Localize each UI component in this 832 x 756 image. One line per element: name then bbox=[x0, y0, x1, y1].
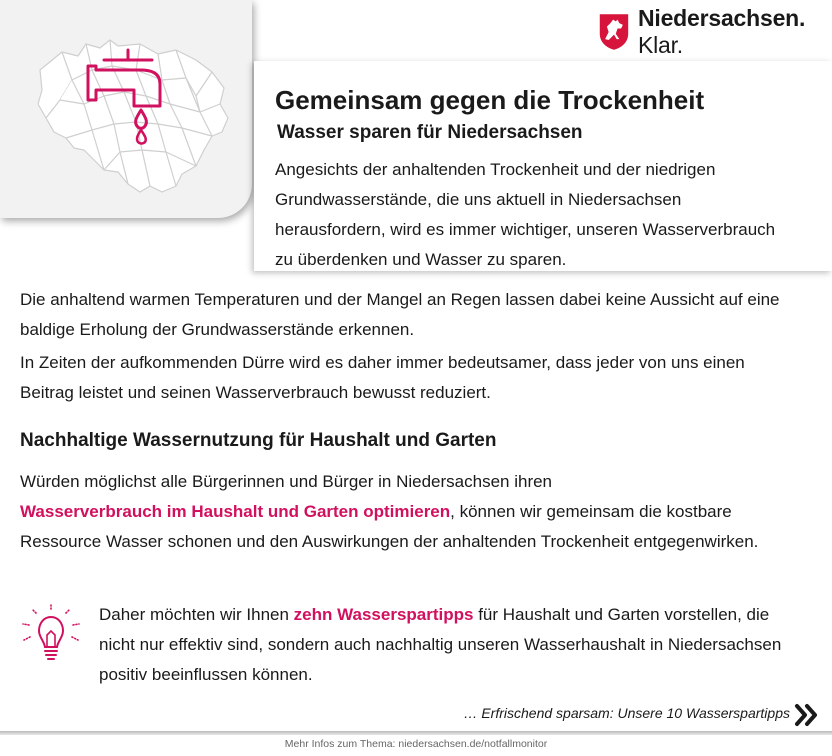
paragraph-tips bbox=[99, 600, 799, 690]
map-card bbox=[0, 0, 252, 218]
highlight-optimize: Wasserverbrauch im Haushalt und Garten optimieren bbox=[20, 502, 451, 521]
paragraph-temperatures: Die anhaltend warmen Temperaturen und der Mangel an Regen lassen dabei keine Aussicht auf eine baldige Erholung der Grundwasserstände erkennen. bbox=[20, 290, 780, 339]
footer-prefix: Mehr Infos zum Thema: bbox=[284, 738, 399, 750]
intro-paragraph: Angesichts der anhaltenden Trockenheit und der niedrigen Grundwasserstände, die uns aktuell in Niedersachsen herausfordern, wird es immer wichtiger, unseren Wasserverbrauch zu überdenken und Wasser zu sparen. bbox=[275, 160, 776, 269]
footer-divider bbox=[0, 731, 832, 735]
footer-link[interactable]: niedersachsen.de/notfallmonitor bbox=[398, 738, 548, 750]
double-chevron-right-icon[interactable] bbox=[794, 703, 820, 727]
paragraph-optimize-end: , können wir gemeinsam die kostbare Ressource Wasser schonen und den Auswirkungen der anhaltenden Trockenheit entgegenwirken. bbox=[20, 502, 759, 551]
saxony-horse-shield-icon bbox=[598, 10, 630, 54]
section-heading: Nachhaltige Wassernutzung für Haushalt und Garten bbox=[20, 430, 497, 451]
paragraph-tips-end: für Haushalt und Garten vorstellen, die nicht nur effektiv sind, sondern auch nachhaltig unseren Wasserhaushalt in Niedersachsen positiv beeinflussen können. bbox=[99, 605, 782, 684]
lower-saxony-map-icon bbox=[0, 0, 252, 218]
highlight-tips: zehn Wasserspartipps bbox=[293, 605, 474, 624]
paragraph-optimize bbox=[20, 467, 760, 557]
brand-logo bbox=[598, 5, 832, 58]
next-page-link[interactable]: … Erfrischend sparsam: Unsere 10 Wasserspartipps bbox=[463, 705, 790, 721]
page-title: Gemeinsam gegen die Trockenheit bbox=[275, 85, 705, 115]
page-subtitle: Wasser sparen für Niedersachsen bbox=[277, 122, 583, 143]
paragraph-tips-start: Daher möchten wir Ihnen bbox=[99, 605, 294, 624]
lightbulb-icon bbox=[20, 603, 82, 667]
paragraph-optimize-start: Würden möglichst alle Bürgerinnen und Bürger in Niedersachsen ihren bbox=[20, 472, 553, 491]
brand-name: Niedersachsen. Klar. bbox=[637, 5, 806, 58]
paragraph-drought: In Zeiten der aufkommenden Dürre wird es daher immer bedeutsamer, dass jeder von uns einen Beitrag leistet und seinen Wasserverbrauch bewusst reduziert. bbox=[20, 353, 745, 402]
footer bbox=[0, 738, 832, 750]
